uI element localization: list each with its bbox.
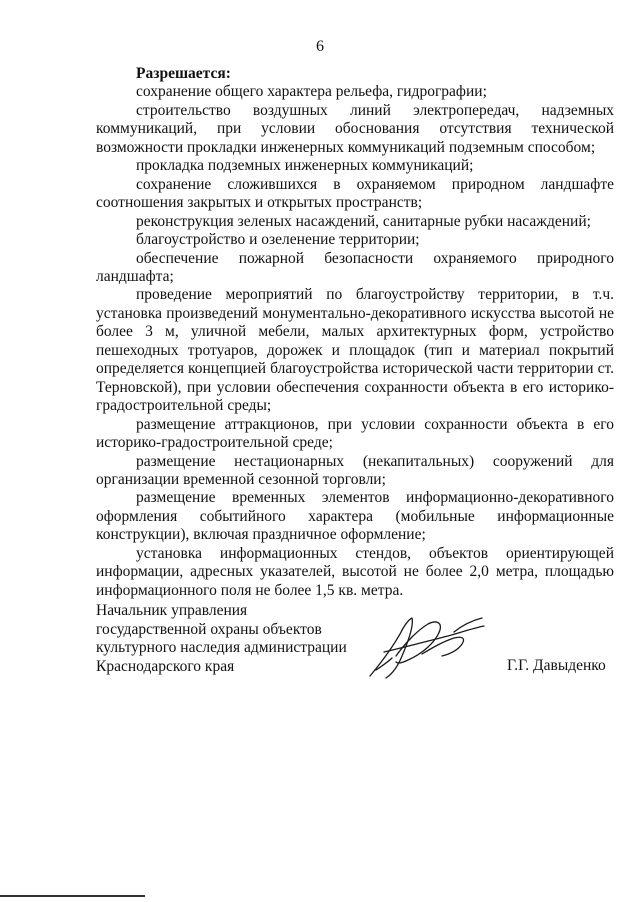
list-item: размещение нестационарных (некапитальных) сооружений для организации временной сезонной торговли; — [96, 452, 614, 488]
signatory-title-line: Начальник управления — [96, 602, 248, 619]
signatory-title-line: государственной охраны объектов — [96, 620, 322, 638]
list-item: сохранение общего характера рельефа, гидрографии; — [136, 83, 487, 101]
list-item: прокладка подземных инженерных коммуникаций; — [136, 157, 474, 175]
list-item: обеспечение пожарной безопасности охраняемого природного ландшафта; — [96, 249, 614, 285]
signatory-name: Г.Г. Давыденко — [507, 657, 606, 674]
list-item: строительство воздушных линий электропередач, надземных коммуникаций, при условии обоснования отсутствия технической возможности прокладки инженерных коммуникаций подземным способом; — [96, 101, 614, 156]
list-item: благоустройство и озеленение территории; — [136, 231, 420, 249]
signatory-title-line: культурного наследия администрации — [96, 639, 347, 656]
list-item: реконструкция зеленых насаждений, санитарные рубки насаждений; — [136, 212, 591, 230]
scan-edge-line — [0, 895, 145, 897]
list-item: сохранение сложившихся в охраняемом природном ландшафте соотношения закрытых и открытых пространств; — [96, 175, 614, 212]
permissions-section — [96, 65, 614, 600]
list-item: размещение аттракционов, при условии сохранности объекта в его историко-градостроительной среде; — [96, 415, 614, 452]
section-heading: Разрешается: — [136, 65, 231, 82]
list-item: проведение мероприятий по благоустройству территории, в т.ч. установка произведений монументально-декоративного искусства высотой не более 3 м, уличной мебели, малых архитектурных форм, устройство пешеходных тротуаров, дорожек и площадок (тип и материал покрытий определяется концепцией благоустройства исторической части территории ст. Терновской), при условии обеспечения сохранности объекта в его историко-градостроительной среды; — [96, 286, 614, 415]
list-item: установка информационных стендов, объектов ориентирующей информации, адресных указателей, высотой не более 2,0 метра, площадью информационного поля не более 1,5 кв. метра. — [96, 544, 614, 599]
page-number: 6 — [316, 38, 324, 55]
signatory-title — [96, 602, 396, 676]
list-item: размещение временных элементов информационно-декоративного оформления событийного характера (мобильные информационные конструкции), включая праздничное оформление; — [96, 489, 614, 544]
handwritten-signature — [362, 612, 492, 684]
signatory-title-line: Краснодарского края — [96, 657, 235, 675]
